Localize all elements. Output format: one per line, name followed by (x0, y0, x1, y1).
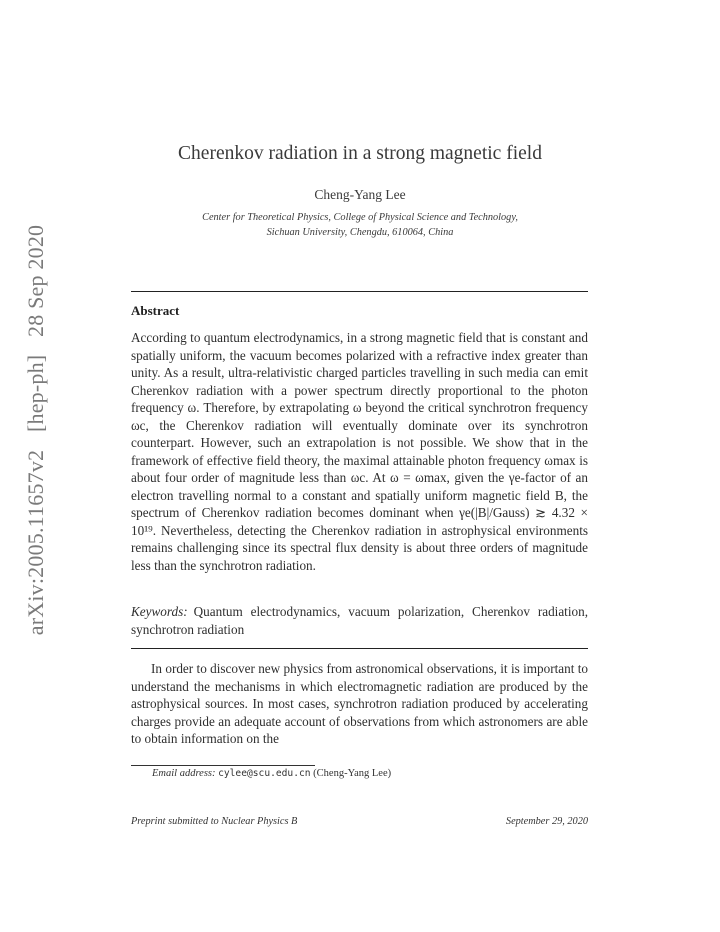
footnote-author-name: (Cheng-Yang Lee) (313, 768, 392, 779)
arxiv-id: arXiv:2005.11657v2 (23, 449, 48, 636)
arxiv-date: 28 Sep 2020 (23, 224, 48, 337)
keywords-list: Quantum electrodynamics, vacuum polarization, Cherenkov radiation, synchrotron radiation (131, 604, 588, 637)
keywords (131, 603, 588, 638)
footnote-rule (131, 765, 315, 766)
footnote (152, 768, 391, 779)
abstract-bottom-rule (131, 648, 588, 649)
footnote-email-link[interactable]: cylee@scu.edu.cn (218, 768, 311, 779)
paper-author: Cheng-Yang Lee (314, 187, 406, 202)
paper-affiliation (0, 210, 720, 240)
abstract-top-rule (131, 291, 588, 292)
abstract-body: According to quantum electrodynamics, in a strong magnetic field that is constant and spatially uniform, the vacuum becomes polarized with a refractive index greater than unity. As a result, ultra-relativistic charged particles travelling in such media can emit Cherenkov radiation with a power spectrum directly proportional to the photon frequency ω. Therefore, by extrapolating ω beyond the critical synchrotron frequency ωc, the Cherenkov radiation will eventually dominate over its synchrotron counterpart. However, such an extrapolation is not possible. We show that in the framework of effective field theory, the maximal attainable photon frequency ωmax is about four order of magnitude less than ωc. At ω = ωmax, given the γe-factor of an electron travelling normal to a constant and spatially uniform magnetic field B, the spectrum of Cherenkov radiation becomes dominant when γe(|B|/Gauss) ≳ 4.32 × 10¹⁹. Nevertheless, detecting the Cherenkov radiation in astrophysical environments remains challenging since its spectral flux density is about three orders of magnitude less than the synchrotron radiation. (131, 330, 588, 573)
introduction-paragraph: In order to discover new physics from astronomical observations, it is important to understand the mechanisms in which electromagnetic radiation are produced by the astrophysical sources. In most cases, synchrotron radiation produced by accelerating charges provide an adequate account of observations from which astronomers are able to obtain information on the (131, 661, 588, 746)
preprint-date: September 29, 2020 (505, 816, 588, 827)
abstract-heading: Abstract (131, 303, 180, 318)
preprint-note: Preprint submitted to Nuclear Physics B (131, 816, 298, 827)
paper-title: Cherenkov radiation in a strong magnetic field (178, 143, 542, 164)
keywords-label: Keywords: (131, 604, 188, 619)
affiliation-line-1: Center for Theoretical Physics, College of Physical Science and Technology, (202, 212, 518, 223)
footnote-email-label: Email address: (152, 768, 216, 779)
arxiv-category: [hep-ph] (23, 354, 48, 433)
affiliation-line-2: Sichuan University, Chengdu, 610064, China (266, 227, 454, 238)
arxiv-sidebar-stamp (23, 219, 49, 641)
